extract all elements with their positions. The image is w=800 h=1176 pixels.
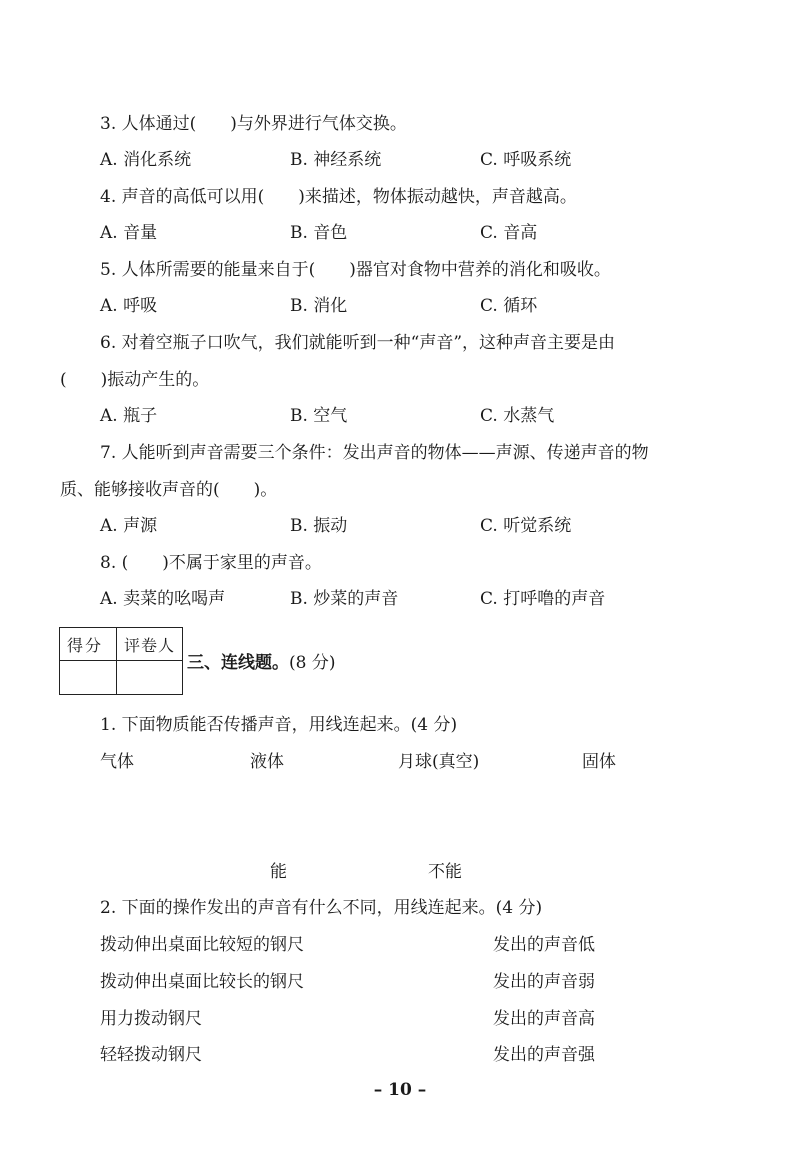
score-box-divider-h xyxy=(60,660,182,661)
match-2-right-1: 发出的声音低 xyxy=(493,935,595,955)
match-2-left-3: 用力拨动钢尺 xyxy=(100,1009,202,1029)
question-7-line-1: 7. 人能听到声音需要三个条件：发出声音的物体——声源、传递声音的物 xyxy=(100,443,649,463)
question-4-option-a: A. 音量 xyxy=(100,223,158,243)
question-6-line-1: 6. 对着空瓶子口吹气，我们就能听到一种“声音”，这种声音主要是由 xyxy=(100,333,616,353)
match-1-item-liquid: 液体 xyxy=(250,752,284,772)
match-1-item-moon-vacuum: 月球(真空) xyxy=(398,752,480,772)
question-7-option-a: A. 声源 xyxy=(100,516,158,536)
section-3-title-text: 三、连线题。 xyxy=(187,653,289,673)
match-1-item-gas: 气体 xyxy=(100,752,134,772)
question-8-option-b: B. 炒菜的声音 xyxy=(290,589,399,609)
page-number: – 10 – xyxy=(373,1080,427,1100)
question-4-option-c: C. 音高 xyxy=(480,223,538,243)
question-7-line-2: 质、能够接收声音的( )。 xyxy=(60,480,278,500)
question-6-option-c: C. 水蒸气 xyxy=(480,406,555,426)
match-2-left-4: 轻轻拨动钢尺 xyxy=(100,1045,202,1065)
question-3-option-a: A. 消化系统 xyxy=(100,150,192,170)
question-6-option-a: A. 瓶子 xyxy=(100,406,158,426)
match-2-right-3: 发出的声音高 xyxy=(493,1009,595,1029)
question-3-option-c: C. 呼吸系统 xyxy=(480,150,572,170)
grader-label: 评卷人 xyxy=(124,636,176,655)
section-3-points: (8 分) xyxy=(289,653,336,673)
match-1-answer-can: 能 xyxy=(270,862,287,882)
question-5-option-c: C. 循环 xyxy=(480,296,538,316)
question-5-option-b: B. 消化 xyxy=(290,296,348,316)
score-box xyxy=(59,627,183,695)
section-3-title xyxy=(187,651,335,675)
match-2-right-4: 发出的声音强 xyxy=(493,1045,595,1065)
score-box-divider-v xyxy=(116,628,117,694)
question-6-option-b: B. 空气 xyxy=(290,406,348,426)
question-8: 8. ( )不属于家里的声音。 xyxy=(100,553,322,573)
question-5: 5. 人体所需要的能量来自于( )器官对食物中营养的消化和吸收。 xyxy=(100,260,611,280)
match-2-prompt: 2. 下面的操作发出的声音有什么不同，用线连起来。(4 分) xyxy=(100,898,543,918)
question-4-option-b: B. 音色 xyxy=(290,223,348,243)
match-2-left-1: 拨动伸出桌面比较短的钢尺 xyxy=(100,935,304,955)
question-7-option-c: C. 听觉系统 xyxy=(480,516,572,536)
question-8-option-c: C. 打呼噜的声音 xyxy=(480,589,606,609)
score-label: 得分 xyxy=(67,636,104,655)
question-6-line-2: ( )振动产生的。 xyxy=(60,370,210,390)
match-1-answer-cannot: 不能 xyxy=(428,862,462,882)
question-3-option-b: B. 神经系统 xyxy=(290,150,382,170)
match-2-left-2: 拨动伸出桌面比较长的钢尺 xyxy=(100,972,304,992)
match-2-right-2: 发出的声音弱 xyxy=(493,972,595,992)
question-3: 3. 人体通过( )与外界进行气体交换。 xyxy=(100,114,407,134)
question-5-option-a: A. 呼吸 xyxy=(100,296,158,316)
question-8-option-a: A. 卖菜的吆喝声 xyxy=(100,589,226,609)
question-4: 4. 声音的高低可以用( )来描述，物体振动越快，声音越高。 xyxy=(100,187,577,207)
match-1-prompt: 1. 下面物质能否传播声音，用线连起来。(4 分) xyxy=(100,715,458,735)
question-7-option-b: B. 振动 xyxy=(290,516,348,536)
match-1-item-solid: 固体 xyxy=(582,752,616,772)
